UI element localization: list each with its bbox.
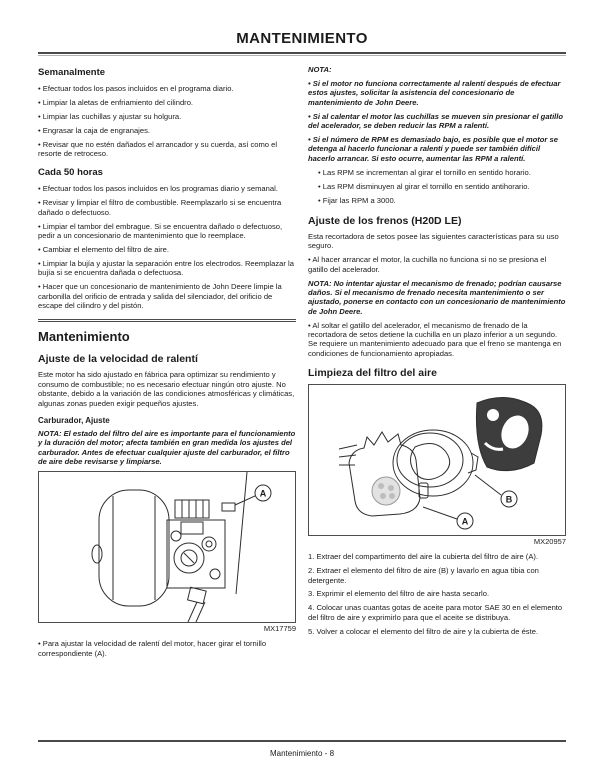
bullet-item: • Efectuar todos los pasos incluidos en los programas diario y semanal.	[38, 184, 278, 194]
paragraph-brakes-intro: Esta recortadora de setos posee las siguientes características para su uso seguro.	[308, 231, 559, 251]
figure-air-filter	[308, 384, 566, 536]
bullet-adjust-idle: • Para ajustar la velocidad de ralentí del motor, hacer girar el tornillo correspondiente (A).	[38, 639, 267, 658]
left-column	[38, 65, 296, 662]
callout-b-label: B	[505, 494, 513, 505]
bullet-item: • Revisar que no estén dañados el arrancador y su cuerda, así como el resorte de retroceso.	[38, 139, 278, 159]
footer-page-number: Mantenimiento - 8	[269, 749, 335, 758]
heading-mantenimiento: Mantenimiento	[38, 329, 130, 345]
figure-carburetor	[38, 471, 296, 623]
bullet-item: • Cambiar el elemento del filtro de aire.	[38, 244, 169, 254]
heading-limpieza-filtro: Limpieza del filtro del aire	[308, 367, 437, 380]
heading-semanalmente: Semanalmente	[38, 67, 106, 78]
heading-nota: NOTA:	[308, 65, 332, 74]
figure-caption-carburetor: MX17759	[263, 624, 296, 634]
right-column	[308, 65, 566, 641]
title-rule	[38, 52, 566, 56]
page-title: MANTENIMIENTO	[236, 30, 368, 47]
bullet-item: • Efectuar todos los pasos incluidos en el programa diario.	[38, 84, 234, 93]
bullet-item: • Revisar y limpiar el filtro de combustible. Reemplazarlo si se encuentra dañado o defectuoso.	[38, 198, 282, 217]
step-item: 1. Extraer del compartimento del aire la cubierta del filtro de aire (A).	[308, 552, 539, 562]
bullet-item: • Limpiar las cuchillas y ajustar su holgura.	[38, 111, 182, 121]
heading-carburador-ajuste: Carburador, Ajuste	[38, 416, 110, 426]
callout-a-label: A	[259, 488, 267, 499]
air-filter-illustration	[309, 385, 565, 535]
heading-ajuste-frenos: Ajuste de los frenos (H20D LE)	[308, 214, 462, 227]
rpm-bullet: • Fijar las RPM a 3000.	[318, 196, 396, 206]
nota-bullet: • Si el número de RPM es demasiado bajo, es posible que el motor se detenga al hacerlo funcionar a ralentí y puede ser también difícil hacerlo arrancar. Si esto ocurre, aumentar las RPM a ralentí.	[308, 134, 558, 163]
bullet-brake-start: • Al hacer arrancar el motor, la cuchilla no funciona si no se presiona el gatillo del acelerador.	[308, 255, 547, 274]
two-column-layout	[38, 65, 566, 662]
step-item: 2. Extraer el elemento del filtro de aire (B) y lavarlo en agua tibia con detergente.	[308, 566, 539, 585]
bullet-item: • Engrasar la caja de engranajes.	[38, 125, 150, 135]
heading-cada-50-horas: Cada 50 horas	[38, 167, 103, 179]
heading-ajuste-ralenti: Ajuste de la velocidad de ralentí	[38, 353, 198, 366]
rpm-bullet: • Las RPM se incrementan al girar el tornillo en sentido horario.	[318, 167, 531, 177]
figure-caption-air-filter: MX20957	[533, 537, 566, 547]
note-carburador: NOTA: El estado del filtro del aire es importante para el funcionamiento y la duración del motor; afecta también en gran medida los ajustes del carburador. Antes de efectuar cualquier ajuste del carburador, el filtro de aire debe revisarse y limpiarse.	[38, 429, 296, 467]
page-footer	[38, 740, 566, 758]
paragraph-idle: Este motor ha sido ajustado en fábrica para optimizar su rendimiento y consumo de combustible; no es necesario efectuar ningún otro ajuste. No obstante, debido a la variación de las condiciones atmosféricas y climáticas, algunas zonas pueden exigir pequeños ajustes.	[38, 370, 295, 408]
note-brakes: NOTA: No intentar ajustar el mecanismo de frenado; podrían causarse daños. Si el mecanismo de frenado necesita mantenimiento o ser ajustado, ponerse en contacto con un concesionario de mantenimiento de John Deere.	[308, 278, 566, 316]
step-item: 3. Exprimir el elemento del filtro de aire hasta secarlo.	[308, 589, 490, 599]
bullet-item: • Hacer que un concesionario de mantenimiento de John Deere limpie la carbonilla del orificio de entrada y salida del silenciador, del orificio de escape del cilindro y del pistón.	[38, 282, 282, 310]
rpm-bullet: • Las RPM disminuyen al girar el tornillo en sentido antihorario.	[318, 182, 530, 192]
carburetor-illustration	[39, 472, 295, 622]
nota-bullet: • Si al calentar el motor las cuchillas se mueven sin presionar el gatillo del acelerador, se deben reducir las RPM a ralentí.	[308, 111, 564, 131]
bullet-brake-release: • Al soltar el gatillo del acelerador, el mecanismo de frenado de la recortadora de setos detiene la cuchilla en un plazo inferior a un segundo. Se requiere un mantenimiento adecuado para que el freno se mantenga en condiciones de funcionamiento apropiadas.	[308, 320, 562, 358]
step-item: 5. Volver a colocar el elemento del filtro de aire y la cubierta de éste.	[308, 626, 539, 636]
nota-bullet: • Si el motor no funciona correctamente al ralentí después de efectuar estos ajustes, solicitar la asistencia del concesionario de mantenimiento de John Deere.	[308, 78, 561, 107]
bullet-item: • Limpiar la bujía y ajustar la separación entre los electrodos. Reemplazar la bujía si se encuentra dañada o defectuosa.	[38, 258, 294, 278]
bullet-item: • Limpiar el tambor del embrague. Si se encuentra dañado o defectuoso, pedir a un concesionario de mantenimiento que lo reemplace.	[38, 221, 283, 241]
step-item: 4. Colocar unas cuantas gotas de aceite para motor SAE 30 en el elemento del filtro de aire y exprimirlo para que el aceite se distribuya.	[308, 603, 563, 622]
section-divider	[38, 319, 296, 322]
footer-rule	[38, 740, 566, 742]
callout-a-label: A	[461, 516, 469, 527]
bullet-item: • Limpiar la aletas de enfriamiento del cilindro.	[38, 97, 194, 107]
